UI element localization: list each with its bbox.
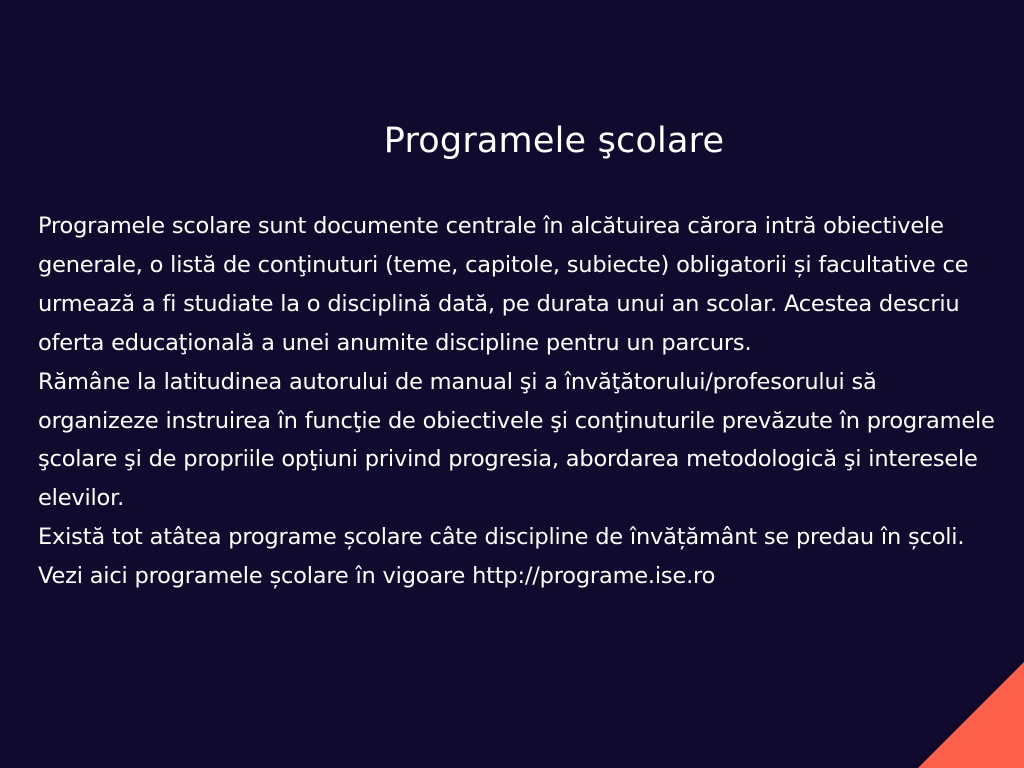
slide-body [38, 207, 998, 596]
corner-accent-triangle [918, 662, 1024, 768]
paragraph-link: Vezi aici programele școlare în vigoare http://programe.ise.ro [38, 563, 716, 590]
corner-triangle-shape [918, 662, 1024, 768]
paragraph-count: Există tot atâtea programe școlare câte discipline de învățământ se predau în școli. [38, 524, 965, 551]
paragraph-author-role: Rămâne la latitudinea autorului de manual şi a învăţătorului/profesorului să organizeze instruirea în funcţie de obiectivele şi conţinuturile prevăzute în programele şcolare şi de propriile opţiuni privind progresia, abordarea metodologică şi interesele elevilor. [38, 368, 995, 512]
slide-title: Programele şcolare [383, 121, 725, 161]
paragraph-definition: Programele scolare sunt documente centrale în alcătuirea cărora intră obiectivele generale, o listă de conţinuturi (teme, capitole, subiecte) obligatorii și facultative ce urmează a fi studiate la o disciplină dată, pe durata unui an scolar. Acestea descriu oferta educaţională a unei anumite discipline pentru un parcurs. [38, 213, 969, 356]
